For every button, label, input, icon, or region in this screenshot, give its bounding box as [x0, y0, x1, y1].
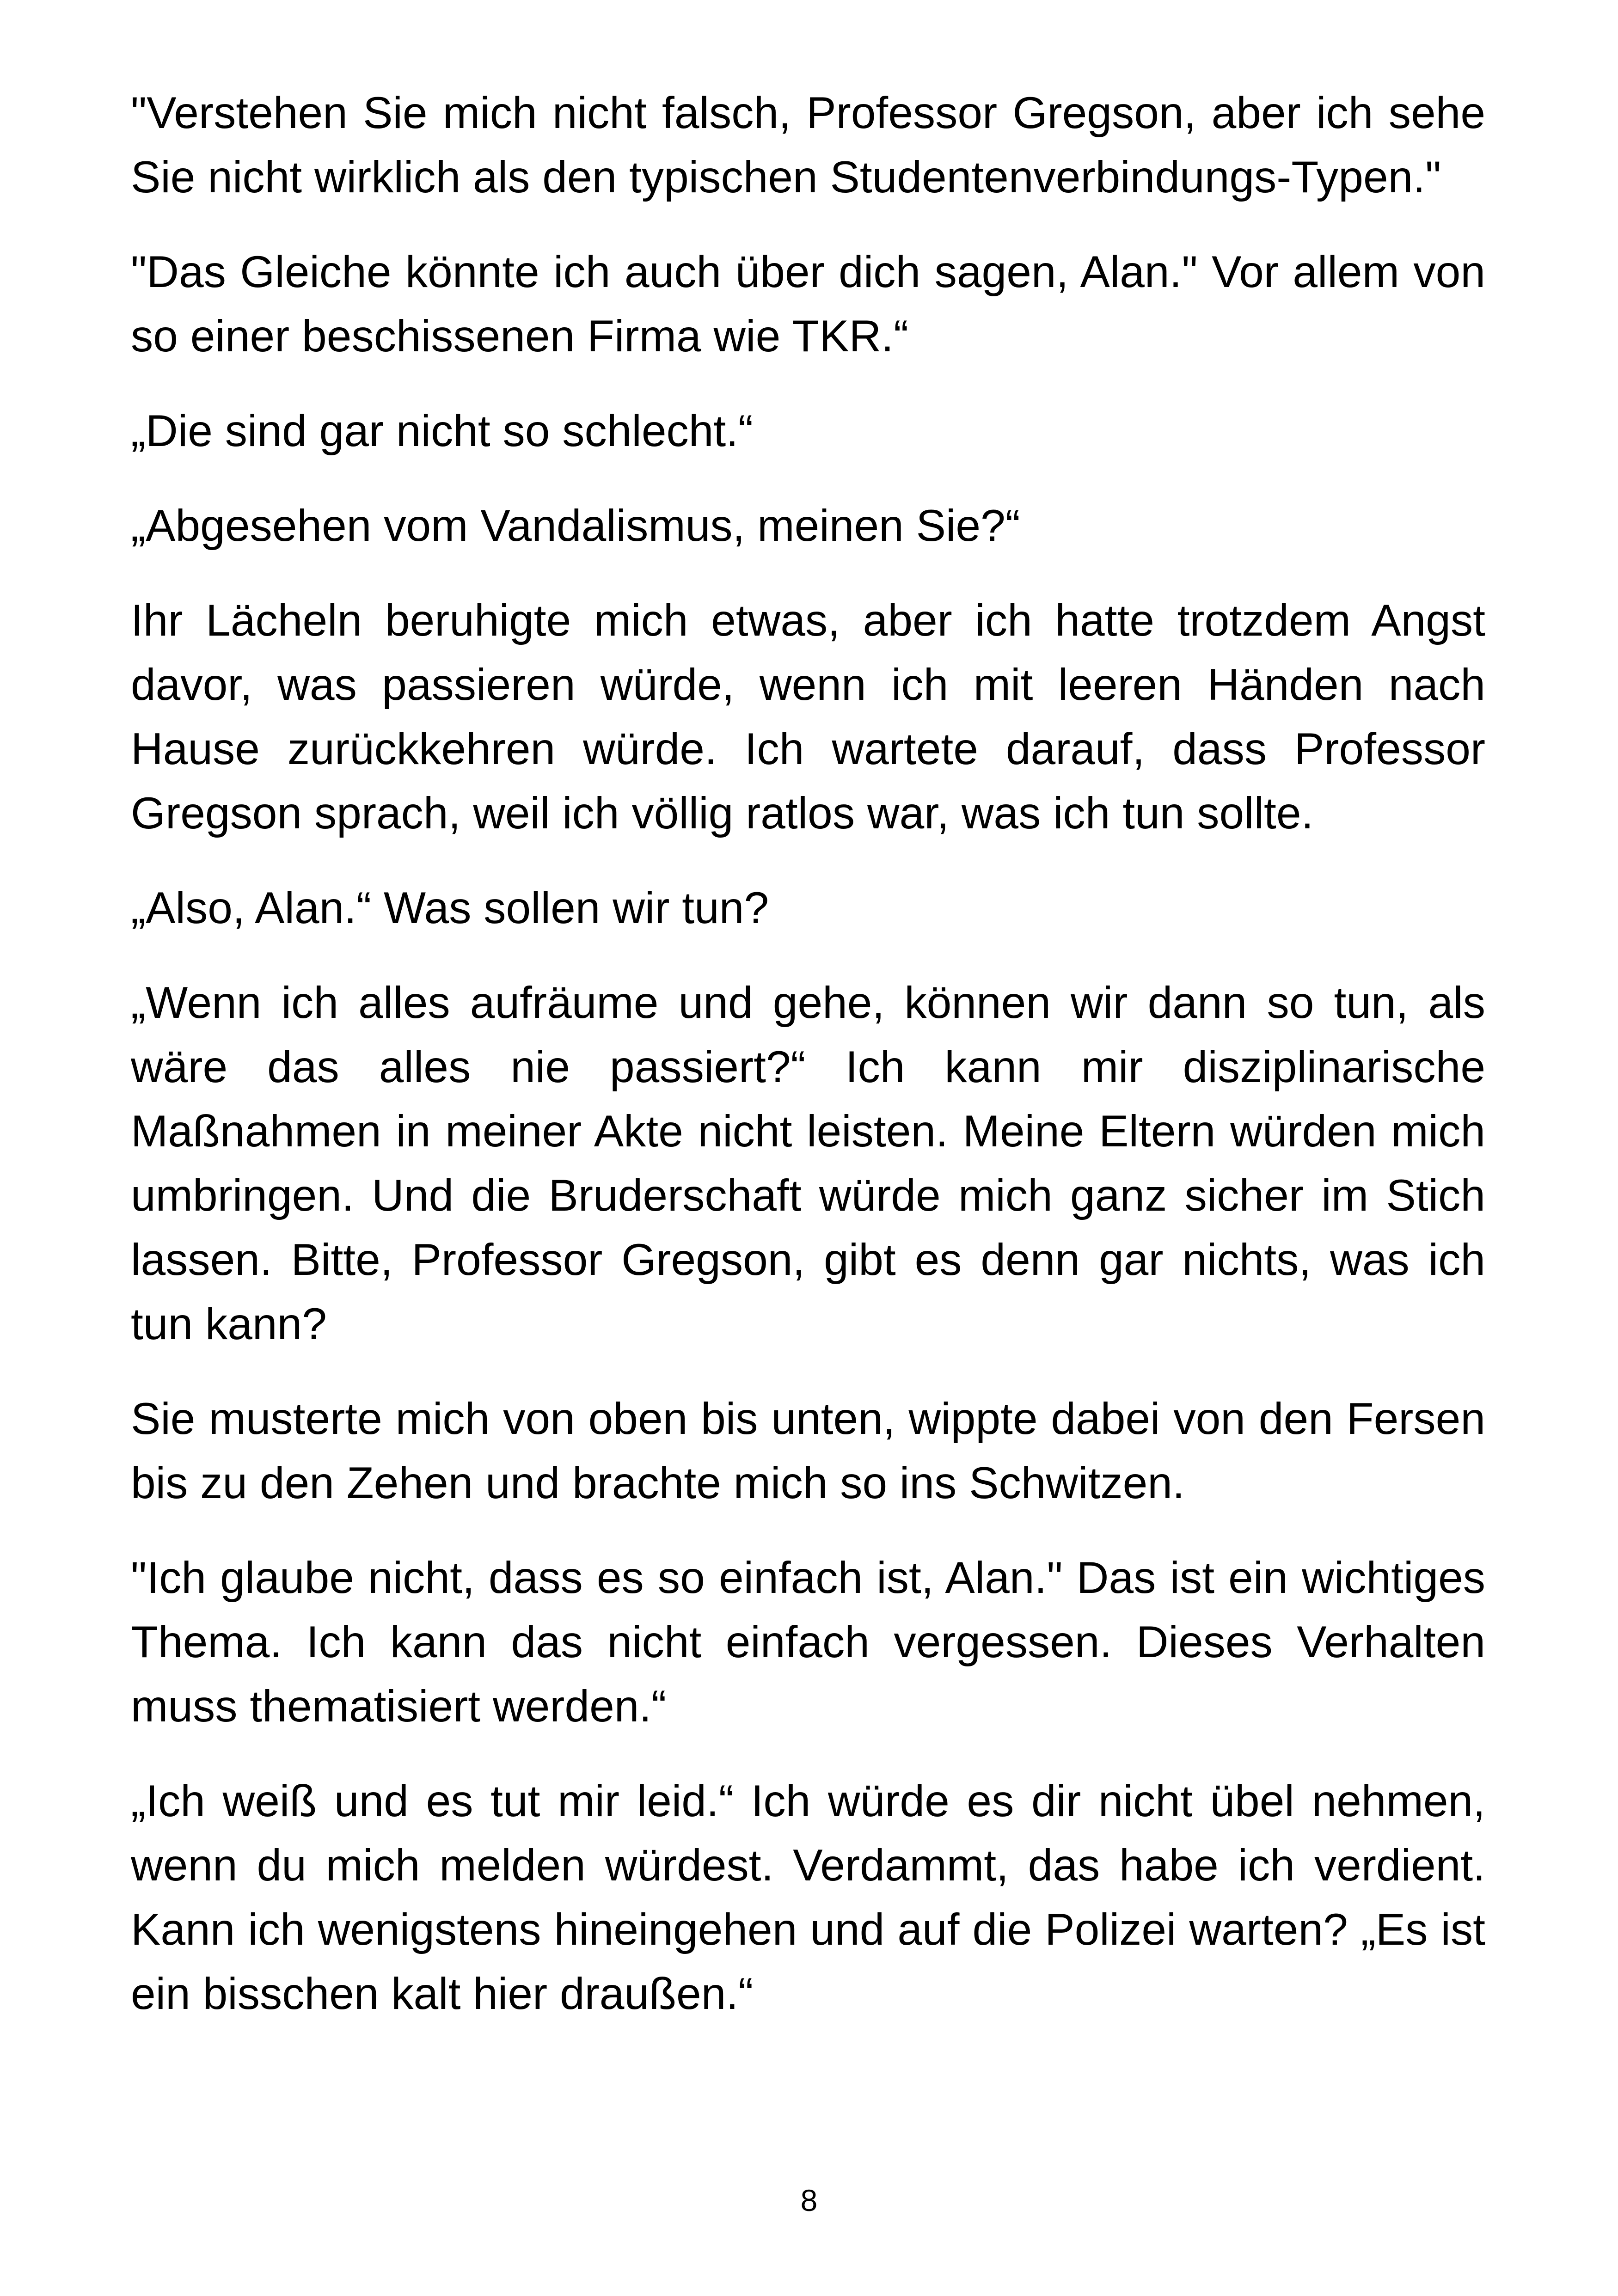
paragraph: "Verstehen Sie mich nicht falsch, Professor Gregson, aber ich sehe Sie nicht wirklich als den typischen Studentenverbindungs-Typen.": [131, 88, 1485, 202]
paragraph: „Ich weiß und es tut mir leid.“ Ich würde es dir nicht übel nehmen, wenn du mich melden würdest. Verdammt, das habe ich verdient. Kann ich wenigstens hineingehen und auf die Polizei warten? „Es ist ein bisschen kalt hier draußen.“: [131, 1776, 1485, 2019]
page-body-text: [131, 81, 1485, 2057]
page-number: 8: [800, 2183, 818, 2217]
paragraph: "Das Gleiche könnte ich auch über dich sagen, Alan." Vor allem von so einer beschissenen Firma wie TKR.“: [131, 247, 1485, 361]
paragraph: "Ich glaube nicht, dass es so einfach ist, Alan." Das ist ein wichtiges Thema. Ich kann das nicht einfach vergessen. Dieses Verhalten muss thematisiert werden.“: [131, 1553, 1485, 1731]
paragraph: Ihr Lächeln beruhigte mich etwas, aber ich hatte trotzdem Angst davor, was passieren würde, wenn ich mit leeren Händen nach Hause zurückkehren würde. Ich wartete darauf, dass Professor Gregson sprach, weil ich völlig ratlos war, was ich tun sollte.: [131, 596, 1485, 838]
paragraph: „Wenn ich alles aufräume und gehe, können wir dann so tun, als wäre das alles nie passiert?“ Ich kann mir disziplinarische Maßnahmen in meiner Akte nicht leisten. Meine Eltern würden mich umbringen. Und die Bruderschaft würde mich ganz sicher im Stich lassen. Bitte, Professor Gregson, gibt es denn gar nichts, was ich tun kann?: [131, 978, 1485, 1349]
paragraph: Sie musterte mich von oben bis unten, wippte dabei von den Fersen bis zu den Zehen und brachte mich so ins Schwitzen.: [131, 1394, 1485, 1508]
paragraph: „Die sind gar nicht so schlecht.“: [131, 406, 754, 456]
paragraph: „Also, Alan.“ Was sollen wir tun?: [131, 883, 769, 933]
paragraph: „Abgesehen vom Vandalismus, meinen Sie?“: [131, 501, 1020, 551]
